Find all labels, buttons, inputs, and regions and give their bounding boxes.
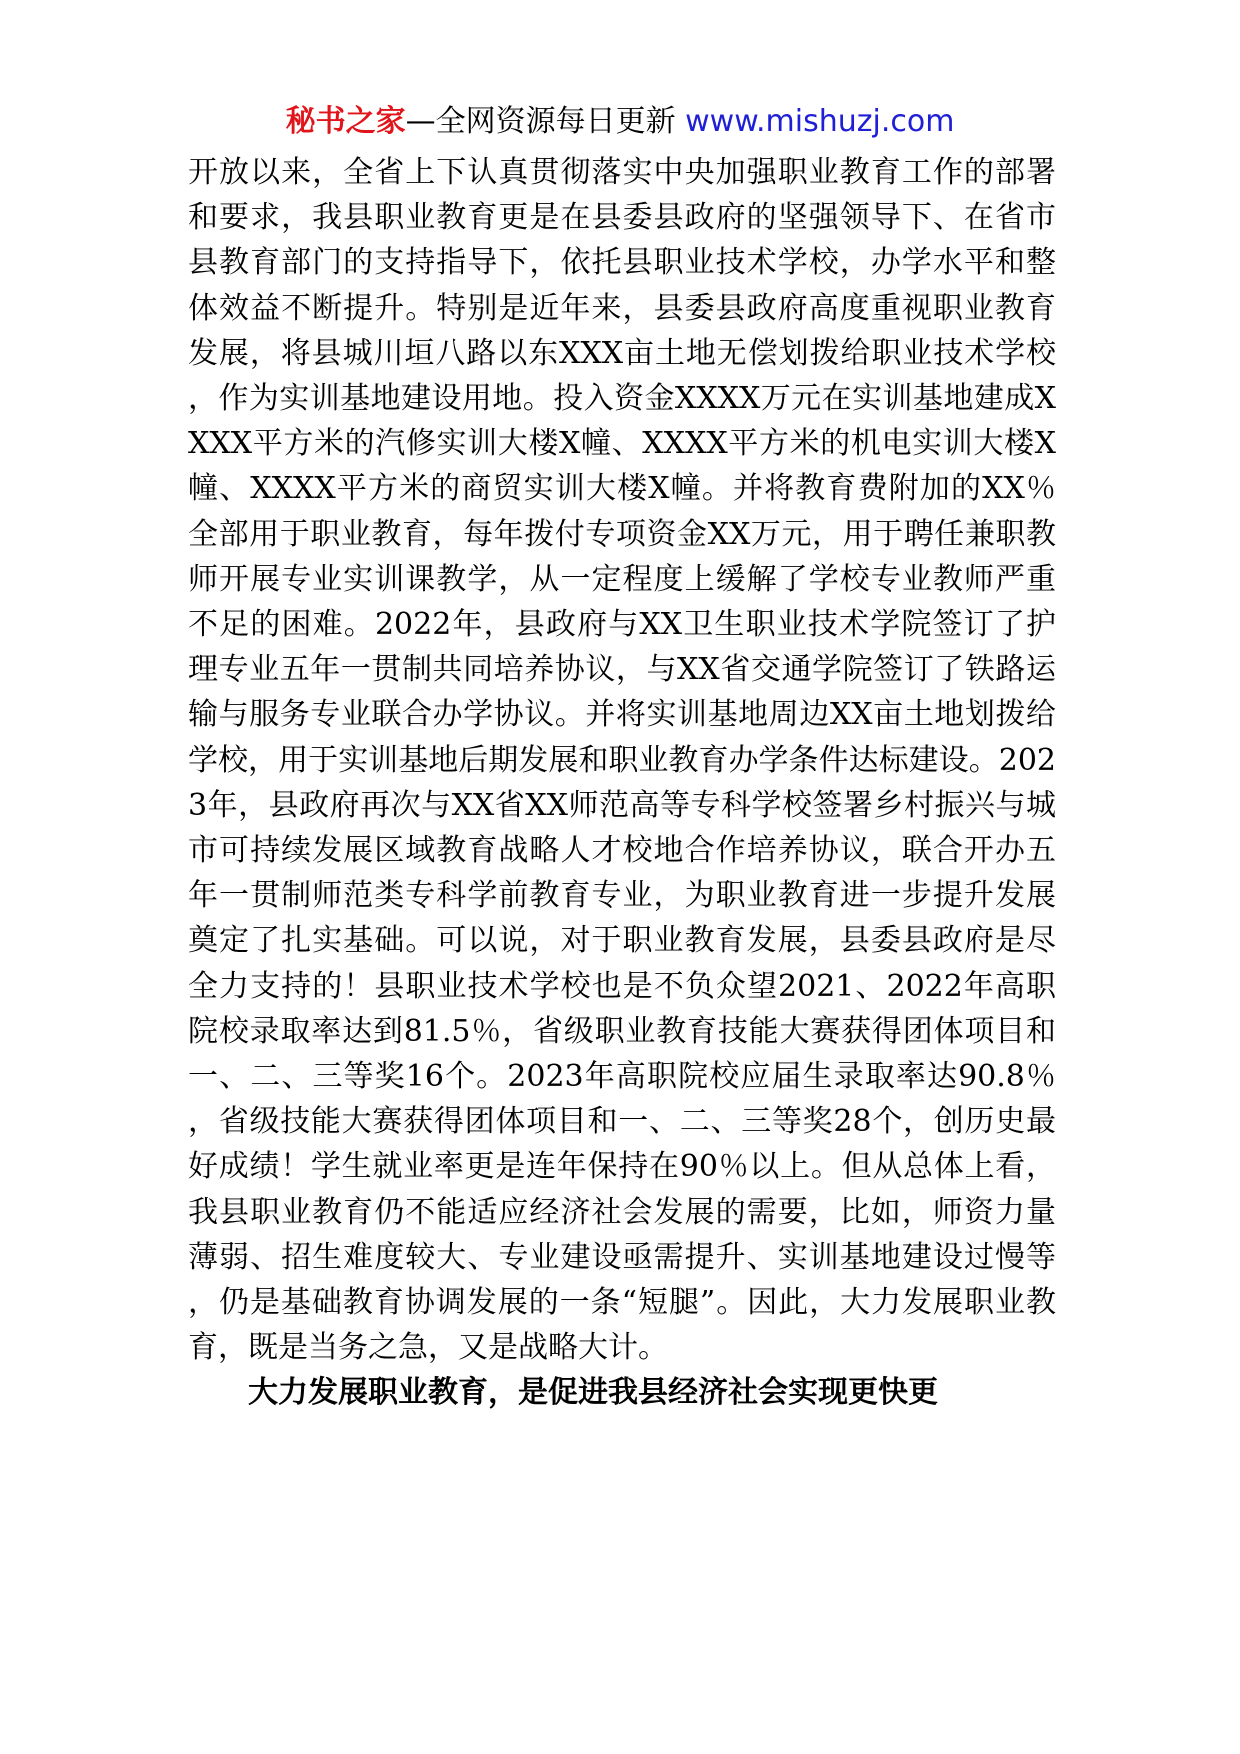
- document-body: [188, 150, 1056, 1416]
- site-brand: 秘书之家: [285, 104, 406, 139]
- site-tagline: —全网资源每日更新: [405, 104, 686, 139]
- site-header: [0, 100, 1240, 144]
- body-paragraph: 开放以来，全省上下认真贯彻落实中央加强职业教育工作的部署和要求，我县职业教育更是在县委县政府的坚强领导下、在省市县教育部门的支持指导下，依托县职业技术学校，办学水平和整体效益不断提升。特别是近年来，县委县政府高度重视职业教育发展，将县城川垣八路以东XXX亩土地无偿划拨给职业技术学校，作为实训基地建设用地。投入资金XXXX万元在实训基地建成XXXX平方米的汽修实训大楼X幢、XXXX平方米的机电实训大楼X幢、XXXX平方米的商贸实训大楼X幢。并将教育费附加的XX％全部用于职业教育，每年拨付专项资金XX万元，用于聘任兼职教师开展专业实训课教学，从一定程度上缓解了学校专业教师严重不足的困难。2022年，县政府与XX卫生职业技术学院签订了护理专业五年一贯制共同培养协议，与XX省交通学院签订了铁路运输与服务专业联合办学协议。并将实训基地周边XX亩土地划拨给学校，用于实训基地后期发展和职业教育办学条件达标建设。2023年，县政府再次与XX省XX师范高等专科学校签署乡村振兴与城市可持续发展区域教育战略人才校地合作培养协议，联合开办五年一贯制师范类专科学前教育专业，为职业教育进一步提升发展奠定了扎实基础。可以说，对于职业教育发展，县委县政府是尽全力支持的！县职业技术学校也是不负众望2021、2022年高职院校录取率达到81.5％，省级职业教育技能大赛获得团体项目和一、二、三等奖16个。2023年高职院校应届生录取率达90.8％，省级技能大赛获得团体项目和一、二、三等奖28个，创历史最好成绩！学生就业率更是连年保持在90％以上。但从总体上看，我县职业教育仍不能适应经济社会发展的需要，比如，师资力量薄弱、招生难度较大、专业建设亟需提升、实训基地建设过慢等，仍是基础教育协调发展的一条“短腿”。因此，大力发展职业教育，既是当务之急，又是战略大计。: [188, 155, 1056, 1366]
- section-heading-paragraph: 大力发展职业教育，是促进我县经济社会实现更快更: [248, 1375, 938, 1411]
- site-url-link[interactable]: www.mishuzj.com: [685, 104, 955, 139]
